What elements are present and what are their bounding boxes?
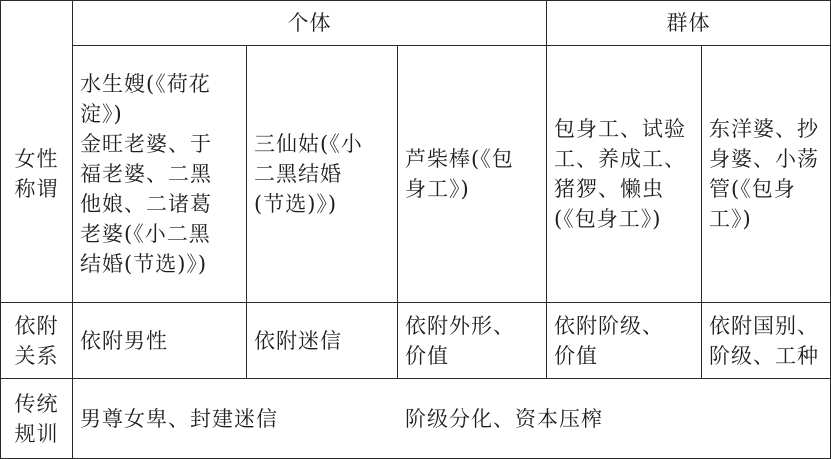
- row-label-tradition: 传统 规训: [14, 391, 59, 446]
- row-label-female-titles: 女性 称谓: [14, 147, 59, 201]
- rule-col4: [701, 45, 702, 378]
- rule-col2: [397, 45, 398, 378]
- header-individual: 个体: [287, 11, 332, 35]
- cell-dependency-individual-3: 依附外形、 价值: [405, 313, 515, 368]
- cell-titles-individual-3: 芦柴棒(《包 身工》): [405, 147, 514, 201]
- rule-label-col: [72, 0, 73, 459]
- cell-dependency-group-2: 依附国别、 阶级、工种: [709, 313, 819, 368]
- cell-dependency-individual-2: 依附迷信: [254, 328, 342, 353]
- row-label-dependency: 依附 关系: [14, 313, 59, 368]
- cell-titles-individual-2: 三仙姑(《小 二黑结婚 (节选)》): [254, 132, 363, 216]
- cell-dependency-individual-1: 依附男性: [80, 328, 168, 353]
- cell-dependency-group-1: 依附阶级、 价值: [554, 313, 664, 368]
- rule-col3: [546, 0, 547, 378]
- cell-titles-individual-1: 水生嫂(《荷花 淀》) 金旺老婆、于 福老婆、二黑 他娘、二诸葛 老婆(《小二黑 结婚(节选)》): [80, 72, 212, 276]
- cell-tradition-group: 阶级分化、资本压榨: [405, 406, 603, 431]
- rule-col1: [246, 45, 247, 378]
- cell-titles-group-2: 东洋婆、抄 身婆、小荡 管(《包身 工》): [709, 117, 819, 231]
- header-group: 群体: [666, 11, 711, 35]
- cell-tradition-individual: 男尊女卑、封建迷信: [80, 406, 278, 431]
- cell-titles-group-1: 包身工、试验 工、养成工、 猪猡、懒虫 (《包身工》): [554, 117, 686, 231]
